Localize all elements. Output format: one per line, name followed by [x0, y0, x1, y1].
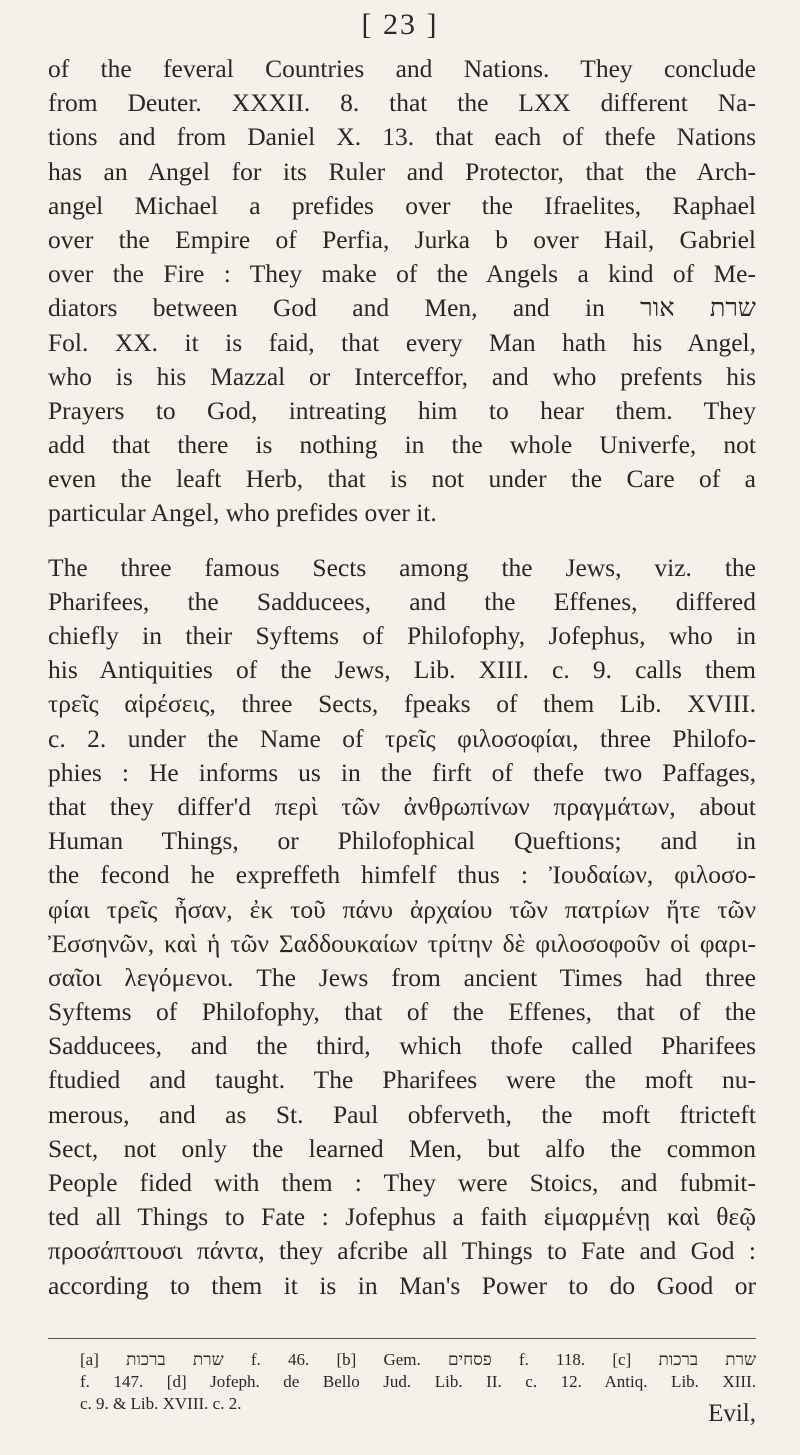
- text-line: has an Angel for its Ruler and Protector, that the Arch-: [48, 156, 756, 186]
- text-line: ftudied and taught. The Pharifees were the moft nu-: [48, 1065, 756, 1095]
- text-line: Pharifees, the Sadducees, and the Effenes, differed: [48, 586, 756, 616]
- paragraph-gap: [48, 531, 756, 551]
- text-line: ted all Things to Fate : Jofephus a faith εἱμαρμένῃ καὶ θεῷ: [48, 1202, 756, 1232]
- text-line: diators between God and Men, and in שרת אור: [48, 293, 756, 323]
- text-line: who is his Mazzal or Interceffor, and who prefents his: [48, 361, 756, 391]
- text-line: Prayers to God, intreating him to hear them. They: [48, 395, 756, 425]
- text-line: angel Michael a prefides over the Ifraelites, Raphael: [48, 190, 756, 220]
- text-line: from Deuter. XXXII. 8. that the LXX different Na-: [48, 88, 756, 118]
- text-line: Sadducees, and the third, which thofe called Pharifees: [48, 1031, 756, 1061]
- text-line: phies : He informs us in the firft of thefe two Paffages,: [48, 757, 756, 787]
- text-line: Fol. XX. it is faid, that every Man hath his Angel,: [48, 327, 756, 357]
- text-line: even the leaft Herb, that is not under the Care of a: [48, 464, 756, 494]
- text-line: of the feveral Countries and Nations. They conclude: [48, 54, 756, 83]
- text-line: over the Empire of Perfia, Jurka b over Hail, Gabriel: [48, 224, 756, 254]
- footnote-line: [a] שרת ברכות f. 46. [b] Gem. פסחים f. 118. [c] שרת ברכות: [80, 1350, 757, 1369]
- text-line: σαῖοι λεγόμενοι. The Jews from ancient Times had three: [48, 962, 756, 992]
- text-line: chiefly in their Syftems of Philofophy, Jofephus, who in: [48, 621, 756, 650]
- footnote-line: f. 147. [d] Jofeph. de Bello Jud. Lib. II. c. 12. Antiq. Lib. XIII.: [80, 1372, 756, 1391]
- text-line: Ἐσσηνῶν, καὶ ἡ τῶν Σαδδουκαίων τρίτην δὲ φιλοσοφοῦν οἱ φαρι-: [48, 928, 756, 958]
- text-line: the fecond he expreffeth himfelf thus : Ἰουδαίων, φιλοσο-: [48, 860, 756, 890]
- footnote-line: c. 9. & Lib. XVIII. c. 2.: [80, 1394, 242, 1413]
- text-line: The three famous Sects among the Jews, viz. the: [48, 552, 756, 582]
- page-number: [ 23 ]: [361, 8, 439, 41]
- text-line: over the Fire : They make of the Angels a kind of Me-: [48, 259, 756, 289]
- footnotes: [80, 1349, 756, 1415]
- text-line: Sect, not only the learned Men, but alfo the common: [48, 1133, 756, 1163]
- main-text: [48, 52, 756, 1303]
- footnote-rule: [48, 1338, 756, 1339]
- text-line: merous, and as St. Paul obferveth, the moft ftricteft: [48, 1099, 756, 1129]
- text-line: Human Things, or Philofophical Queftions; and in: [48, 826, 756, 856]
- text-line: προσάπτουσι πάντα, they afcribe all Things to Fate and God :: [48, 1236, 756, 1266]
- catchword: Evil,: [708, 1400, 756, 1427]
- text-line: τρεῖς αἱρέσεις, three Sects, fpeaks of them Lib. XVIII.: [48, 689, 756, 719]
- text-line: his Antiquities of the Jews, Lib. XIII. c. 9. calls them: [48, 655, 756, 685]
- text-line: add that there is nothing in the whole Univerfe, not: [48, 430, 756, 460]
- text-line: according to them it is in Man's Power to do Good or: [48, 1270, 756, 1300]
- text-line: that they differ'd περὶ τῶν ἀνθρωπίνων πραγμάτων, about: [48, 791, 756, 821]
- text-line: φίαι τρεῖς ἦσαν, ἐκ τοῦ πάνυ ἀρχαίου τῶν πατρίων ἥτε τῶν: [48, 894, 756, 924]
- text-line: tions and from Daniel X. 13. that each of thefe Nations: [48, 122, 756, 152]
- text-line: c. 2. under the Name of τρεῖς φιλοσοφίαι, three Philofo-: [48, 723, 756, 753]
- text-line: Syftems of Philofophy, that of the Effenes, that of the: [48, 997, 756, 1027]
- text-line: particular Angel, who prefides over it.: [48, 498, 437, 528]
- text-line: People fided with them : They were Stoics, and fubmit-: [48, 1168, 756, 1197]
